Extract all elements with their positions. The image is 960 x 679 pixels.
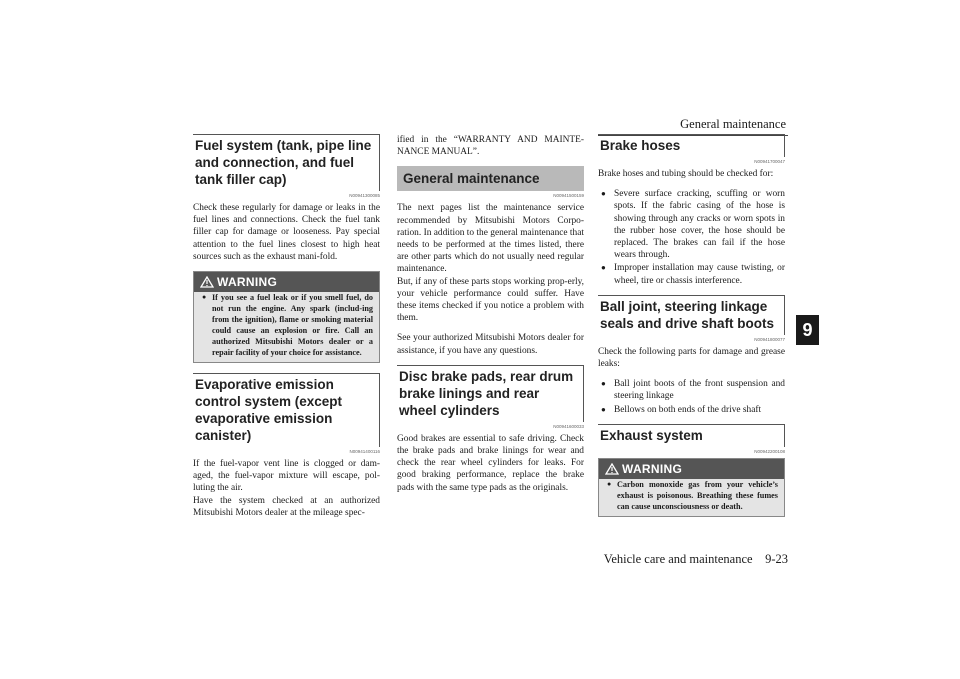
code-general: N00941500159 [553, 193, 584, 199]
chapter-tab: 9 [796, 315, 819, 345]
code-disc-brake: N00941600033 [553, 423, 584, 429]
fuel-warning-text: ● If you see a fuel leak or if you smell fuel, do not run the engine. Any spark (includ-ing from the ignition), flame or smoking material could cause an explosion or fire. Call an authorized Mitsubishi Motors dealer or a repair facility of your choice for assistance. [202, 292, 373, 358]
code-brake-hoses: N00941700047 [754, 159, 785, 164]
warning-triangle-icon [200, 276, 214, 288]
code-fuel-system: N00941300085 [349, 193, 380, 198]
column-3 [598, 134, 785, 527]
exhaust-warning-text: ● Carbon monoxide gas from your vehicle’s exhaust is poisonous. Breathing these fumes can cause unconsciousness or death. [607, 479, 778, 512]
page-footer [598, 552, 788, 567]
brake-hoses-list [598, 188, 785, 287]
general-body-2: But, if any of these parts stops working prop-erly, your vehicle performance could suffer. Have these items checked if you notice a problem with them. [397, 276, 584, 324]
heading-ball-joint: Ball joint, steering linkage seals and drive shaft boots [598, 295, 785, 335]
code-evap: N00941400116 [349, 449, 380, 455]
heading-evap: Evaporative emission control system (except evaporative emission canister) [193, 373, 380, 447]
heading-general-maintenance: General maintenance [397, 166, 584, 191]
column-2 [397, 134, 584, 502]
fuel-system-body: Check these regularly for damage or leaks in the fuel lines and connections. Check the fuel tank filler cap for damage or looseness. Pay special attention to the fuel lines closest to high heat sources such as the exhaust mani-fold. [193, 203, 380, 262]
ball-joint-body: Check the following parts for damage and grease leaks: [598, 346, 785, 370]
fuel-warning-box [193, 271, 380, 363]
exhaust-warning-list [599, 479, 784, 512]
exhaust-warning-header [599, 459, 784, 479]
disc-brake-body: Good brakes are essential to safe driving. Check the brake pads and brake linings for wear and check the rear wheel cylinders for leaks. For good braking performance, replace the brake pads with the same type pads as the originals. [397, 433, 584, 493]
heading-fuel-system: Fuel system (tank, pipe line and connection, and fuel tank filler cap) [193, 134, 380, 191]
evap-body-2: Have the system checked at an authorized Mitsubishi Motors dealer at the mileage spec- [193, 495, 380, 518]
footer-page-number: 9-23 [765, 552, 788, 566]
exhaust-warning-label: WARNING [622, 461, 683, 476]
heading-brake-hoses: Brake hoses [598, 134, 785, 157]
evap-body-1: If the fuel-vapor vent line is clogged or dam-aged, the fuel-vapor mixture will escape, pol-luting the air. [193, 459, 380, 494]
code-ball-joint: N00941800077 [754, 336, 785, 342]
exhaust-warning-box [598, 458, 785, 517]
evap-body-continued: ified in the “WARRANTY AND MAINTE-NANCE MANUAL”. [397, 135, 584, 158]
heading-disc-brake: Disc brake pads, rear drum brake linings and rear wheel cylinders [397, 365, 584, 422]
list-item: ● Improper installation may cause twisting, or wheel, tire or chassis interference. [598, 262, 785, 286]
list-item: ● Severe surface cracking, scuffing or worn spots. If the fabric casing of the hose is showing through any cracks or worn spots in the rubber hose cover, the hose should be replaced. The brakes can fail if the hose wears through. [598, 188, 785, 261]
fuel-warning-list [194, 292, 379, 358]
warning-triangle-icon [605, 463, 619, 475]
brake-hoses-body: Brake hoses and tubing should be checked for: [598, 169, 774, 179]
heading-exhaust: Exhaust system [598, 424, 785, 447]
footer-section-title: Vehicle care and maintenance [603, 552, 753, 566]
list-item: ● Bellows on both ends of the drive shaft [598, 404, 785, 416]
column-1 [193, 134, 380, 527]
code-exhaust: N00942200108 [754, 448, 785, 454]
ball-joint-list [598, 378, 785, 416]
list-item: ● Ball joint boots of the front suspension and steering linkage [598, 378, 785, 402]
general-body-3: See your authorized Mitsubishi Motors dealer for assistance, if you have any questions. [397, 333, 584, 356]
fuel-warning-header [194, 272, 379, 292]
general-body-1: The next pages list the maintenance service recommended by Mitsubishi Motors Corpo-ration. In addition to the general maintenance that needs to be performed at the times listed, there are other parts which do not usually need regular maintenance. [397, 203, 584, 275]
fuel-warning-label: WARNING [217, 275, 278, 290]
page-header-title: General maintenance [680, 117, 786, 131]
